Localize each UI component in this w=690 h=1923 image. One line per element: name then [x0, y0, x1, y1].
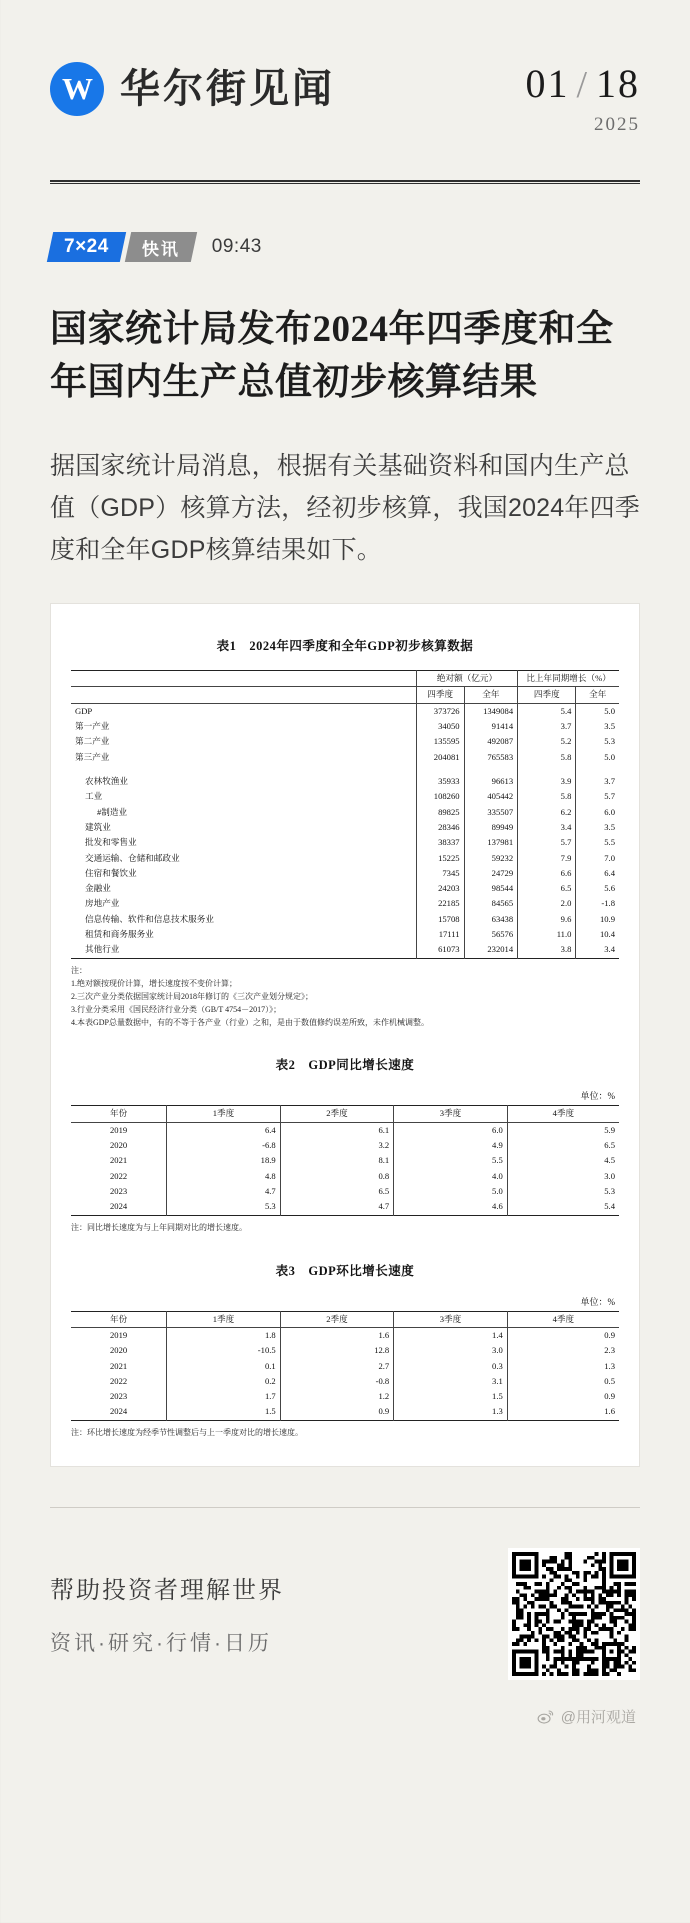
table3-cell-year: 2024: [109, 1406, 128, 1417]
table3-cell-year: 2023: [109, 1391, 128, 1402]
table-row: [71, 1327, 619, 1343]
table1-growth-year-cell: 5.0: [576, 703, 619, 719]
table1-abs-q4-cell: 373726: [416, 703, 464, 719]
footer-subtagline: 资讯·研究·行情·日历: [50, 1632, 272, 1656]
table3-cell-q1: 1.7: [167, 1389, 281, 1404]
footer-tagline: 帮助投资者理解世界: [50, 1577, 284, 1605]
table1-abs-year-cell: 96613: [464, 774, 518, 789]
table-row: [71, 866, 619, 881]
table1-growth-year-cell: 5.7: [576, 789, 619, 804]
table1-growth-year-cell: 5.6: [576, 881, 619, 896]
header-divider: [50, 180, 640, 184]
table1-growth-year-cell: 3.5: [576, 820, 619, 835]
table1-abs-q4-cell: 35933: [416, 774, 464, 789]
table1-abs-q4-cell: 17111: [416, 927, 464, 942]
table1-growth-q4-cell: 2.0: [518, 896, 576, 911]
table1-abs-q4: 四季度: [416, 687, 464, 703]
table-row: [71, 1169, 619, 1184]
table2-col-header: 年份: [109, 1108, 128, 1119]
table3-cell-q3: 3.1: [394, 1374, 508, 1389]
table2-cell-year: 2024: [109, 1201, 128, 1212]
table2-header-row: [71, 1106, 619, 1122]
table1-row-name: 金融业: [85, 883, 111, 894]
table-row: [71, 881, 619, 896]
table2-cell-q4: 5.3: [507, 1184, 619, 1199]
table2-cell-q4: 6.5: [507, 1138, 619, 1153]
table3-cell-q4: 0.5: [507, 1374, 619, 1389]
table3-cell-q4: 1.3: [507, 1359, 619, 1374]
table1-growth-q4-cell: 6.5: [518, 881, 576, 896]
table1-growth-q4-cell: 3.8: [518, 942, 576, 958]
table3-unit: 单位：%: [580, 1296, 615, 1307]
table1-abs-q4-cell: 15225: [416, 851, 464, 866]
table2-cell-q3: 4.9: [394, 1138, 508, 1153]
table-row: [71, 1343, 619, 1358]
table2-cell-q2: 4.7: [280, 1199, 394, 1215]
table-row: [71, 734, 619, 749]
table1-growth-q4-cell: 5.8: [518, 789, 576, 804]
table2-cell-year: 2023: [109, 1186, 128, 1197]
table3-cell-q1: 1.8: [167, 1327, 281, 1343]
table2-cell-q2: 0.8: [280, 1169, 394, 1184]
logo-letter: W: [62, 70, 92, 106]
table1-spacer-row: [71, 765, 619, 774]
table3-title: 表3 GDP环比增长速度: [275, 1263, 415, 1278]
table1-group-growth: 比上年同期增长（%）: [518, 671, 619, 687]
table3-cell-q1: 0.2: [167, 1374, 281, 1389]
table1-group-abs: 绝对额（亿元）: [416, 671, 517, 687]
table-row: [71, 1138, 619, 1153]
table1-abs-year-cell: 56576: [464, 927, 518, 942]
table-row: [71, 927, 619, 942]
table1-growth-year-cell: 6.4: [576, 866, 619, 881]
table1-abs-year-cell: 232014: [464, 942, 518, 958]
table1-growth-q4-cell: 3.7: [518, 719, 576, 734]
table3-cell-q1: 1.5: [167, 1404, 281, 1420]
table1-row-name: 房地产业: [85, 898, 120, 909]
table1: [71, 670, 619, 959]
table2-cell-q3: 6.0: [394, 1122, 508, 1138]
table1-note-line: 3.行业分类采用《国民经济行业分类（GB/T 4754－2017）》；: [71, 1004, 282, 1014]
table2-cell-q2: 6.5: [280, 1184, 394, 1199]
table2-cell-q1: 4.7: [167, 1184, 281, 1199]
table1-row-name: 租赁和商务服务业: [85, 929, 154, 940]
table1-growth-year-cell: 3.5: [576, 719, 619, 734]
table1-growth-year-cell: 6.0: [576, 805, 619, 820]
table1-abs-year-cell: 492087: [464, 734, 518, 749]
table1-abs-year-cell: 59232: [464, 851, 518, 866]
table-row: [71, 1122, 619, 1138]
table2-cell-q3: 5.0: [394, 1184, 508, 1199]
table3-col-header: 3季度: [394, 1311, 508, 1327]
table-row: [71, 835, 619, 850]
table1-row-name: 批发和零售业: [85, 837, 137, 848]
table3: [71, 1311, 619, 1421]
brand-name: 华尔街见闻: [120, 66, 335, 111]
table1-row-name: 第三产业: [75, 751, 110, 762]
badge-flash-news[interactable]: [125, 232, 197, 262]
table1-corner2: [71, 687, 416, 703]
table-row: [71, 1153, 619, 1168]
article-headline: 国家统计局发布2024年四季度和全年国内生产总值初步核算结果: [50, 309, 614, 403]
table3-header-row: [71, 1311, 619, 1327]
table1-abs-q4-cell: 108260: [416, 789, 464, 804]
table-row: [71, 851, 619, 866]
table2-cell-q3: 4.6: [394, 1199, 508, 1215]
table-row: [71, 1184, 619, 1199]
table-row: [71, 1404, 619, 1420]
table1-growth-year-cell: 10.9: [576, 912, 619, 927]
table1-row-name: 农林牧渔业: [85, 775, 128, 786]
table1-growth-year-cell: 5.0: [576, 750, 619, 765]
table2-cell-q2: 8.1: [280, 1153, 394, 1168]
table3-cell-q3: 0.3: [394, 1359, 508, 1374]
table2-cell-year: 2021: [109, 1155, 128, 1166]
table3-body: [71, 1327, 619, 1420]
table1-abs-year-cell: 137981: [464, 835, 518, 850]
table3-note: 注：环比增长速度为经季节性调整后与上一季度对比的增长速度。: [71, 1427, 303, 1437]
table3-col-header: 1季度: [167, 1311, 281, 1327]
table2-cell-year: 2022: [109, 1170, 128, 1181]
weibo-icon: [537, 1708, 554, 1725]
statistics-document: [50, 603, 640, 1467]
table2-cell-q4: 4.5: [507, 1153, 619, 1168]
table1-growth-year-cell: -1.8: [576, 896, 619, 911]
table2: [71, 1105, 619, 1215]
table3-cell-q1: 0.1: [167, 1359, 281, 1374]
table1-growth-q4-cell: 5.8: [518, 750, 576, 765]
table1-notes: [71, 965, 619, 1030]
table-row: [71, 912, 619, 927]
table1-growth-year-cell: 10.4: [576, 927, 619, 942]
table1-note-line: 4.本表GDP总量数据中，有的不等于各产业（行业）之和，是由于数值修约误差所致，未作机械调整。: [71, 1017, 429, 1027]
table3-col-header: 年份: [109, 1313, 128, 1324]
meta-badge-row: [50, 232, 640, 262]
table2-cell-q3: 4.0: [394, 1169, 508, 1184]
qr-code-image: [512, 1552, 636, 1676]
publish-time: 09:43: [211, 236, 262, 257]
table1-abs-q4-cell: 89825: [416, 805, 464, 820]
table-row: [71, 896, 619, 911]
table2-cell-q1: 6.4: [167, 1122, 281, 1138]
table1-abs-year-cell: 405442: [464, 789, 518, 804]
badge-724-label: 7×24: [64, 236, 109, 257]
table1-growth-year-cell: 5.3: [576, 734, 619, 749]
table3-cell-q2: 1.6: [280, 1327, 394, 1343]
table1-note-line: 2.三次产业分类依据国家统计局2018年修订的《三次产业划分规定》；: [71, 991, 313, 1001]
table1-abs-year-cell: 335507: [464, 805, 518, 820]
footer: [50, 1508, 640, 1680]
table1-note-line: 注：: [71, 965, 87, 975]
table1-abs-year: 全年: [464, 687, 518, 703]
table1-row-name: GDP: [75, 705, 93, 716]
table1-abs-q4-cell: 38337: [416, 835, 464, 850]
table1-growth-q4-cell: 5.2: [518, 734, 576, 749]
table1-row-name: 第二产业: [75, 736, 110, 747]
footer-taglines: [50, 1570, 284, 1657]
table3-cell-q3: 1.4: [394, 1327, 508, 1343]
table1-row-name: 信息传输、软件和信息技术服务业: [85, 913, 214, 924]
table2-cell-q1: -6.8: [167, 1138, 281, 1153]
table1-growth-q4-cell: 6.2: [518, 805, 576, 820]
table3-cell-year: 2022: [109, 1375, 128, 1386]
table1-growth-year-cell: 5.5: [576, 835, 619, 850]
date-separator: /: [576, 64, 589, 106]
table3-cell-q4: 2.3: [507, 1343, 619, 1358]
table1-growth-q4-cell: 6.6: [518, 866, 576, 881]
table1-abs-year-cell: 91414: [464, 719, 518, 734]
table3-cell-q2: 2.7: [280, 1359, 394, 1374]
table1-growth-q4-cell: 5.7: [518, 835, 576, 850]
table1-growth-q4-cell: 9.6: [518, 912, 576, 927]
table1-body: [71, 703, 619, 958]
table2-cell-q3: 5.5: [394, 1153, 508, 1168]
table2-cell-q1: 5.3: [167, 1199, 281, 1215]
badge-724[interactable]: [47, 232, 126, 262]
table1-abs-q4-cell: 34050: [416, 719, 464, 734]
table1-abs-q4-cell: 135595: [416, 734, 464, 749]
date-month: 01: [525, 61, 570, 106]
table1-row-name: 交通运输、仓储和邮政业: [85, 852, 180, 863]
article-lede: 据国家统计局消息，根据有关基础资料和国内生产总值（GDP）核算方法，经初步核算，我国2024年四季度和全年GDP核算结果如下。: [50, 452, 640, 565]
table2-col-header: 2季度: [280, 1106, 394, 1122]
table3-cell-q4: 0.9: [507, 1327, 619, 1343]
table1-abs-q4-cell: 15708: [416, 912, 464, 927]
table2-cell-year: 2019: [109, 1124, 128, 1135]
date-year: 2025: [594, 114, 640, 135]
table3-cell-q2: 1.2: [280, 1389, 394, 1404]
qr-code[interactable]: [508, 1548, 640, 1680]
table1-row-name: #制造业: [97, 806, 128, 817]
date-stamp: [525, 62, 640, 136]
date-day: 18: [596, 61, 640, 106]
table-row: [71, 1389, 619, 1404]
table1-abs-year-cell: 89949: [464, 820, 518, 835]
table1-corner: [71, 671, 416, 687]
table-row: [71, 774, 619, 789]
table-row: [71, 1199, 619, 1215]
table1-abs-q4-cell: 204081: [416, 750, 464, 765]
wallstreetcn-logo-icon: [50, 62, 104, 116]
table2-cell-q4: 3.0: [507, 1169, 619, 1184]
table1-growth-q4-cell: 3.9: [518, 774, 576, 789]
table3-cell-q3: 1.5: [394, 1389, 508, 1404]
table1-growth-year-cell: 7.0: [576, 851, 619, 866]
table-row: [71, 805, 619, 820]
table2-cell-q4: 5.9: [507, 1122, 619, 1138]
table1-growth-q4: 四季度: [518, 687, 576, 703]
table3-cell-q4: 0.9: [507, 1389, 619, 1404]
table-row: [71, 942, 619, 958]
table1-abs-year-cell: 1349084: [464, 703, 518, 719]
table1-row-name: 第一产业: [75, 721, 110, 731]
table2-note: 注：同比增长速度为与上年同期对比的增长速度。: [71, 1222, 247, 1232]
table2-cell-q2: 3.2: [280, 1138, 394, 1153]
table1-growth-year-cell: 3.7: [576, 774, 619, 789]
weibo-watermark: [50, 1680, 640, 1745]
table-row: [71, 1359, 619, 1374]
watermark-text: @用河观道: [560, 1708, 636, 1726]
table-row: [71, 703, 619, 719]
table2-unit: 单位：%: [580, 1091, 615, 1102]
table1-abs-year-cell: 98544: [464, 881, 518, 896]
table3-cell-year: 2020: [109, 1345, 128, 1356]
table-row: [71, 750, 619, 765]
table1-row-name: 建筑业: [85, 821, 111, 832]
table3-cell-q2: -0.8: [280, 1374, 394, 1389]
masthead: [50, 0, 640, 136]
badge-flash-label: 快讯: [141, 239, 180, 259]
table3-cell-q2: 12.8: [280, 1343, 394, 1358]
table-row: [71, 719, 619, 734]
table2-col-header: 1季度: [167, 1106, 281, 1122]
table3-cell-q1: -10.5: [167, 1343, 281, 1358]
table1-title: 表1 2024年四季度和全年GDP初步核算数据: [216, 639, 474, 654]
table2-cell-q1: 18.9: [167, 1153, 281, 1168]
table3-col-header: 2季度: [280, 1311, 394, 1327]
table-row: [71, 1374, 619, 1389]
table2-body: [71, 1122, 619, 1215]
table3-cell-year: 2021: [109, 1360, 128, 1371]
table1-note-line: 1.绝对额按现价计算，增长速度按不变价计算；: [71, 978, 237, 988]
table2-cell-year: 2020: [109, 1140, 128, 1151]
table-row: [71, 789, 619, 804]
table2-col-header: 4季度: [507, 1106, 619, 1122]
table1-growth-q4-cell: 5.4: [518, 703, 576, 719]
table1-growth-year-cell: 3.4: [576, 942, 619, 958]
table-row: [71, 820, 619, 835]
table1-abs-q4-cell: 61073: [416, 942, 464, 958]
table2-title: 表2 GDP同比增长速度: [275, 1058, 415, 1073]
table1-abs-year-cell: 84565: [464, 896, 518, 911]
table1-row-name: 其他行业: [85, 944, 120, 955]
date-main: [525, 61, 640, 106]
table2-cell-q1: 4.8: [167, 1169, 281, 1184]
table1-abs-q4-cell: 7345: [416, 866, 464, 881]
table2-cell-q2: 6.1: [280, 1122, 394, 1138]
table3-cell-year: 2019: [109, 1329, 128, 1340]
table1-growth-q4-cell: 7.9: [518, 851, 576, 866]
table1-growth-q4-cell: 3.4: [518, 820, 576, 835]
brand[interactable]: [50, 62, 335, 116]
table2-col-header: 3季度: [394, 1106, 508, 1122]
table1-row-name: 工业: [85, 791, 103, 802]
table3-cell-q4: 1.6: [507, 1404, 619, 1420]
table1-growth-q4-cell: 11.0: [518, 927, 576, 942]
table3-cell-q3: 3.0: [394, 1343, 508, 1358]
table1-row-name: 住宿和餐饮业: [85, 867, 137, 878]
table3-cell-q2: 0.9: [280, 1404, 394, 1420]
table1-growth-year: 全年: [576, 687, 619, 703]
table1-abs-q4-cell: 22185: [416, 896, 464, 911]
table1-abs-year-cell: 24729: [464, 866, 518, 881]
table1-abs-q4-cell: 28346: [416, 820, 464, 835]
table3-col-header: 4季度: [507, 1311, 619, 1327]
table1-abs-q4-cell: 24203: [416, 881, 464, 896]
table2-cell-q4: 5.4: [507, 1199, 619, 1215]
table1-abs-year-cell: 63438: [464, 912, 518, 927]
table1-abs-year-cell: 765583: [464, 750, 518, 765]
table3-cell-q3: 1.3: [394, 1404, 508, 1420]
